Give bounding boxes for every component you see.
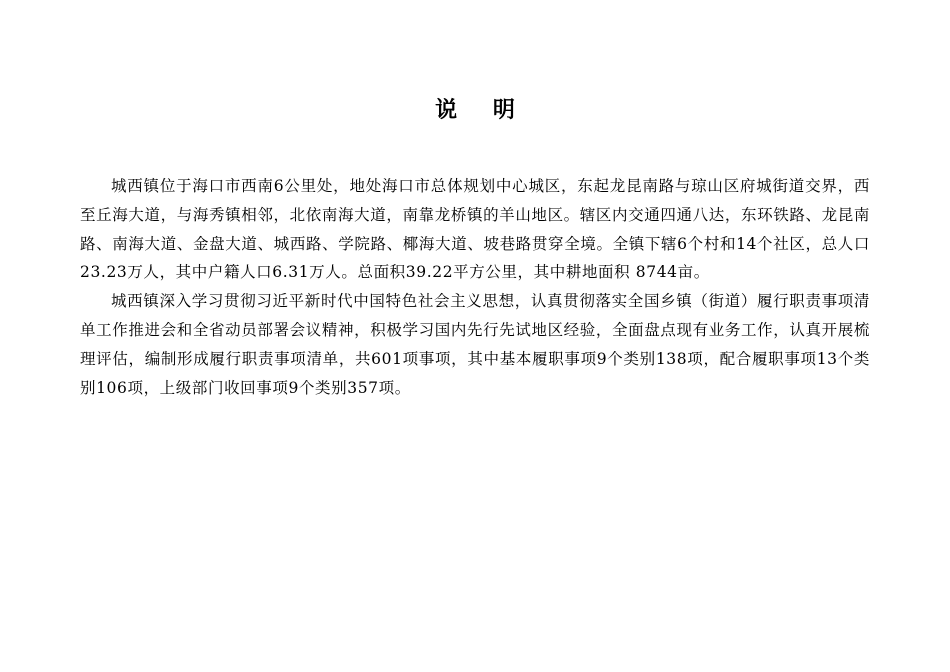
paragraph-duty-list: 城西镇深入学习贯彻习近平新时代中国特色社会主义思想，认真贯彻落实全国乡镇（街道）履行职责事项清单工作推进会和全省动员部署会议精神，积极学习国内先行先试地区经验，全面盘点现有业务工作，认真开展梳理评估，编制形成履行职责事项清单，共601项事项，其中基本履职事项9个类别138项，配合履职事项13个类别106项，上级部门收回事项9个类别357项。 — [80, 292, 870, 397]
paragraph-overview: 城西镇位于海口市西南6公里处，地处海口市总体规划中心城区，东起龙昆南路与琼山区府城街道交界，西至丘海大道，与海秀镇相邻，北依南海大道，南靠龙桥镇的羊山地区。辖区内交通四通八达，东环铁路、龙昆南路、南海大道、金盘大道、城西路、学院路、椰海大道、坡巷路贯穿全境。全镇下辖6个村和14个社区，总人口23.23万人，其中户籍人口6.31万人。总面积39.22平方公里，其中耕地面积 8744亩。 — [80, 177, 870, 282]
document-body — [80, 172, 870, 402]
page-title: 说 明 — [435, 97, 529, 123]
